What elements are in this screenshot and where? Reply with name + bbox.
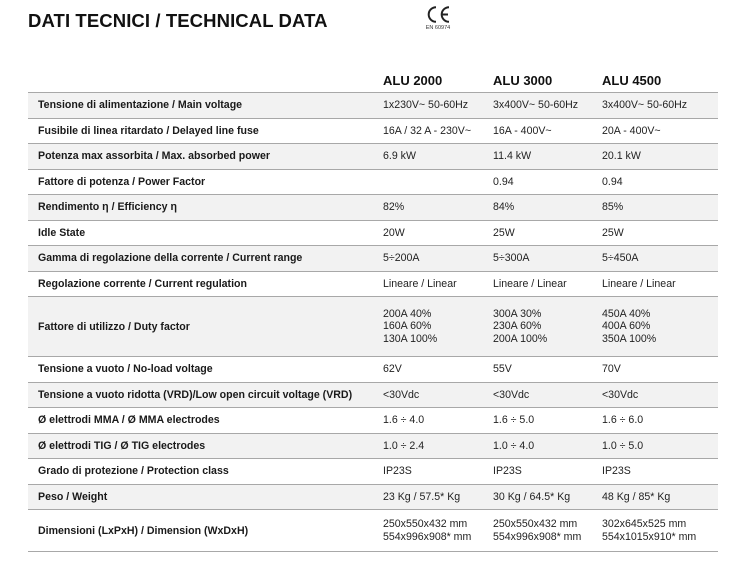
cell-value: 82% — [383, 201, 405, 214]
cell-value: 20A - 400V~ — [602, 124, 661, 137]
cell-alu-3000 — [493, 485, 570, 510]
cell-value: 554x996x908* mm — [493, 530, 582, 543]
cell-value: 160A 60% — [383, 320, 432, 333]
cell-alu-2000 — [383, 144, 416, 169]
row-label: Regolazione corrente / Current regulation — [38, 277, 247, 290]
cell-alu-4500 — [602, 383, 638, 408]
table-row — [28, 92, 718, 118]
cell-alu-3000 — [493, 246, 529, 271]
cell-value: 6.9 kW — [383, 150, 416, 163]
row-label: Fattore di potenza / Power Factor — [38, 175, 206, 188]
cell-value: 3x400V~ 50-60Hz — [602, 99, 688, 112]
cell-alu-2000 — [383, 434, 424, 459]
cell-alu-4500 — [602, 93, 687, 118]
cell-value: 250x550x432 mm — [493, 518, 578, 531]
row-label: Rendimento η / Efficiency η — [38, 201, 177, 214]
cell-alu-2000 — [383, 246, 419, 271]
cell-alu-2000 — [383, 195, 404, 220]
cell-value: 85% — [602, 201, 624, 214]
cell-value: 25W — [602, 226, 624, 239]
row-label: Fusibile di linea ritardato / Delayed line fuse — [38, 124, 259, 137]
cell-alu-2000 — [383, 383, 419, 408]
row-label: Ø elettrodi TIG / Ø TIG electrodes — [38, 439, 206, 452]
row-label: Gamma di regolazione della corrente / Current range — [38, 252, 303, 265]
cell-alu-4500 — [602, 408, 643, 433]
cell-alu-2000 — [383, 510, 471, 551]
cell-value: 200A 40% — [383, 307, 432, 320]
cell-alu-3000 — [493, 459, 522, 484]
cell-value: Lineare / Linear — [602, 277, 676, 290]
cell-alu-3000 — [493, 357, 512, 382]
cell-alu-4500 — [602, 434, 643, 459]
cell-value: 1.0 ÷ 4.0 — [493, 439, 535, 452]
cell-alu-3000 — [493, 170, 514, 195]
cell-value: 130A 100% — [383, 332, 438, 345]
cell-alu-4500 — [602, 485, 670, 510]
table-row — [28, 458, 718, 484]
cell-value: 554x996x908* mm — [383, 530, 472, 543]
table-row — [28, 169, 718, 195]
cell-alu-3000 — [493, 144, 531, 169]
cell-value: 1.0 ÷ 5.0 — [602, 439, 644, 452]
cell-alu-3000 — [493, 119, 552, 144]
cell-value: 450A 40% — [602, 307, 651, 320]
row-label: Fattore di utilizzo / Duty factor — [38, 320, 190, 333]
cell-alu-2000 — [383, 221, 405, 246]
ce-logo-icon — [425, 5, 451, 24]
table-row — [28, 382, 718, 408]
cell-alu-3000 — [493, 434, 534, 459]
cell-alu-4500 — [602, 459, 631, 484]
cell-value: 5÷450A — [602, 252, 639, 265]
cell-alu-2000 — [383, 408, 424, 433]
cell-value: 62V — [383, 363, 402, 376]
table-row — [28, 509, 718, 552]
row-label: Idle State — [38, 226, 86, 239]
table-row — [28, 407, 718, 433]
cell-alu-4500 — [602, 144, 641, 169]
cell-value: IP23S — [493, 465, 522, 478]
cell-alu-4500 — [602, 246, 638, 271]
cell-alu-2000 — [383, 297, 437, 356]
row-label: Tensione a vuoto ridotta (VRD)/Low open circuit voltage (VRD) — [38, 388, 353, 401]
cell-value: 5÷200A — [383, 252, 420, 265]
cell-value: 16A - 400V~ — [493, 124, 552, 137]
cell-value: 55V — [493, 363, 512, 376]
cell-alu-4500 — [602, 170, 623, 195]
cell-value: <30Vdc — [602, 388, 639, 401]
cell-value: IP23S — [383, 465, 412, 478]
cell-alu-4500 — [602, 195, 623, 220]
cell-value: Lineare / Linear — [383, 277, 457, 290]
cell-alu-3000 — [493, 93, 578, 118]
technical-data-table — [28, 70, 718, 552]
cell-value: 1.6 ÷ 4.0 — [383, 414, 425, 427]
cell-alu-3000 — [493, 272, 567, 297]
row-label: Potenza max assorbita / Max. absorbed power — [38, 150, 270, 163]
cell-value: 48 Kg / 85* Kg — [602, 490, 671, 503]
cell-value: <30Vdc — [383, 388, 420, 401]
cell-value: 200A 100% — [493, 332, 548, 345]
cell-value: 0.94 — [493, 175, 514, 188]
cell-value: 302x645x525 mm — [602, 518, 687, 531]
cell-value: 16A / 32 A - 230V~ — [383, 124, 472, 137]
row-label: Grado di protezione / Protection class — [38, 465, 229, 478]
cell-value: 1.0 ÷ 2.4 — [383, 439, 425, 452]
cell-alu-3000 — [493, 195, 514, 220]
cell-alu-4500 — [602, 272, 676, 297]
cell-value: 23 Kg / 57.5* Kg — [383, 490, 461, 503]
table-row — [28, 484, 718, 510]
cell-value: 1.6 ÷ 5.0 — [493, 414, 535, 427]
cell-value: 11.4 kW — [493, 150, 532, 163]
cell-alu-4500 — [602, 510, 696, 551]
cell-alu-2000 — [383, 93, 468, 118]
cell-alu-2000 — [383, 485, 460, 510]
ce-standard: EN 60974 — [425, 25, 451, 31]
cell-value: 1.6 ÷ 6.0 — [602, 414, 644, 427]
table-row — [28, 245, 718, 271]
cell-value: 30 Kg / 64.5* Kg — [493, 490, 571, 503]
cell-alu-3000 — [493, 221, 515, 246]
cell-value: 350A 100% — [602, 332, 657, 345]
cell-alu-2000 — [383, 357, 402, 382]
cell-alu-4500 — [602, 221, 624, 246]
table-row — [28, 296, 718, 356]
row-label: Peso / Weight — [38, 490, 108, 503]
cell-value: 300A 30% — [493, 307, 542, 320]
row-label: Tensione di alimentazione / Main voltage — [38, 99, 243, 112]
cell-value: 70V — [602, 363, 621, 376]
cell-value: <30Vdc — [493, 388, 530, 401]
ce-mark — [418, 5, 458, 31]
table-row — [28, 220, 718, 246]
cell-value: 1x230V~ 50-60Hz — [383, 99, 469, 112]
cell-value: 554x1015x910* mm — [602, 530, 697, 543]
row-label: Tensione a vuoto / No-load voltage — [38, 363, 213, 376]
table-row — [28, 194, 718, 220]
cell-value: 20W — [383, 226, 405, 239]
cell-value: 0.94 — [602, 175, 623, 188]
table-row — [28, 433, 718, 459]
cell-alu-2000 — [383, 272, 457, 297]
cell-value: 230A 60% — [493, 320, 542, 333]
cell-alu-3000 — [493, 408, 534, 433]
cell-value: 25W — [493, 226, 515, 239]
table-header — [28, 70, 718, 92]
cell-value: 84% — [493, 201, 515, 214]
cell-value: 20.1 kW — [602, 150, 641, 163]
page-title: DATI TECNICI / TECHNICAL DATA — [28, 10, 328, 31]
row-label: Dimensioni (LxPxH) / Dimension (WxDxH) — [38, 524, 249, 537]
cell-alu-4500 — [602, 357, 621, 382]
cell-alu-3000 — [493, 510, 581, 551]
column-header-alu-4500: ALU 4500 — [602, 73, 662, 88]
table-row — [28, 271, 718, 297]
cell-value: IP23S — [602, 465, 631, 478]
cell-value: 250x550x432 mm — [383, 518, 468, 531]
table-row — [28, 143, 718, 169]
cell-value: 3x400V~ 50-60Hz — [493, 99, 579, 112]
cell-value: 5÷300A — [493, 252, 530, 265]
row-label: Ø elettrodi MMA / Ø MMA electrodes — [38, 414, 220, 427]
column-header-alu-3000: ALU 3000 — [493, 73, 553, 88]
cell-alu-2000 — [383, 119, 471, 144]
table-row — [28, 118, 718, 144]
cell-alu-2000 — [383, 459, 412, 484]
cell-alu-4500 — [602, 297, 656, 356]
cell-value: Lineare / Linear — [493, 277, 567, 290]
column-header-alu-2000: ALU 2000 — [383, 73, 443, 88]
cell-alu-3000 — [493, 383, 529, 408]
cell-value: 400A 60% — [602, 320, 651, 333]
table-row — [28, 356, 718, 382]
cell-alu-4500 — [602, 119, 661, 144]
cell-alu-3000 — [493, 297, 547, 356]
